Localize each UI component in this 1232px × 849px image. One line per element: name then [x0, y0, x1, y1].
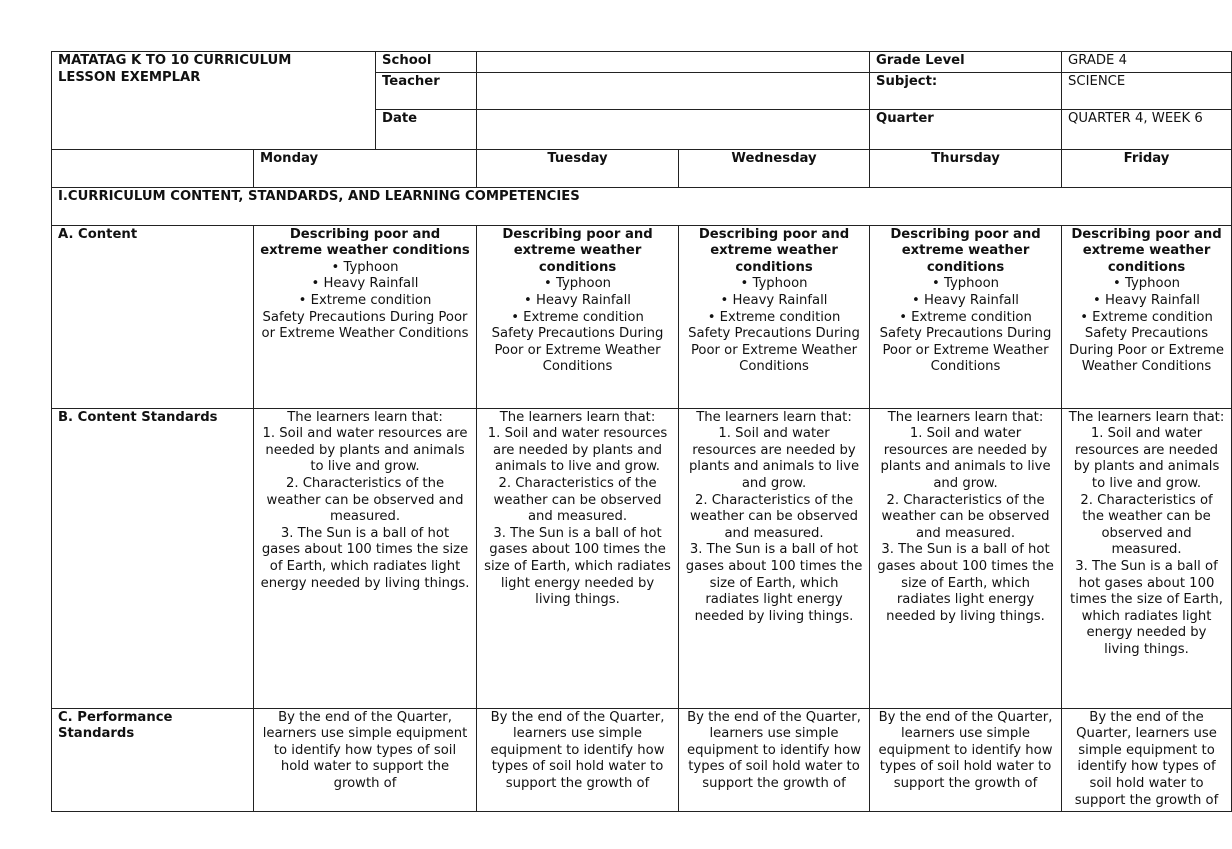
content-item: • Typhoon: [331, 259, 399, 275]
section-row: [52, 187, 1232, 225]
content-item: • Extreme condition: [1080, 309, 1213, 325]
content-item: • Extreme condition: [298, 292, 432, 308]
standards-point: 3. The Sun is a ball of hot gases about 100 times the size of Earth, which radiates light energy needed by living things.: [484, 525, 671, 608]
content-item: • Typhoon: [740, 276, 808, 292]
content-row: [52, 225, 1232, 408]
performance-cell-friday: [1062, 708, 1232, 812]
content-title: Describing poor and extreme weather conditions: [260, 226, 470, 259]
content-standards-cell-monday: [254, 408, 477, 708]
content-item: • Extreme condition: [511, 309, 644, 325]
content-standards-label: B. Content Standards: [52, 408, 254, 708]
performance-text: By the end of the Quarter, learners use simple equipment to identify how types of soil hold water to support the growth of: [490, 709, 665, 791]
content-standards-row: [52, 408, 1232, 708]
standards-point: 2. Characteristics of the weather can be observed and measured.: [266, 475, 464, 525]
performance-cell-monday: [254, 708, 477, 812]
standards-point: 3. The Sun is a ball of hot gases about 100 times the size of Earth, which radiates light energy needed by living things.: [260, 525, 470, 591]
standards-point: 3. The Sun is a ball of hot gases about 100 times the size of Earth, which radiates light energy needed by living things.: [1070, 558, 1223, 657]
section-title: I.CURRICULUM CONTENT, STANDARDS, AND LEARNING COMPETENCIES: [52, 187, 1232, 225]
content-standards-cell-tuesday: [477, 408, 679, 708]
content-label: A. Content: [52, 225, 254, 408]
standards-point: 1. Soil and water resources are needed by plants and animals to live and grow.: [1073, 426, 1220, 491]
days-row: [52, 149, 1232, 187]
standards-point: 1. Soil and water resources are needed by plants and animals to live and grow.: [262, 426, 468, 475]
standards-point: 3. The Sun is a ball of hot gases about 100 times the size of Earth, which radiates light energy needed by living things.: [685, 542, 863, 624]
teacher-field[interactable]: [477, 72, 870, 109]
performance-text: By the end of the Quarter, learners use simple equipment to identify how types of soil hold water to support the growth of: [262, 709, 468, 791]
standards-point: 1. Soil and water resources are needed by plants and animals to live and grow.: [487, 426, 668, 475]
content-tail: Safety Precautions During Poor or Extreme Weather Conditions: [1069, 326, 1224, 375]
performance-text: By the end of the Quarter, learners use simple equipment to identify how types of soil hold water to support the growth of: [878, 709, 1053, 791]
content-cell-friday: [1062, 225, 1232, 408]
standards-point: 1. Soil and water resources are needed by plants and animals to live and grow.: [880, 426, 1051, 491]
performance-cell-thursday: [870, 708, 1062, 812]
teacher-label: Teacher: [376, 72, 477, 109]
content-item: • Heavy Rainfall: [1093, 292, 1200, 308]
quarter-label: Quarter: [870, 109, 1062, 149]
standards-intro: The learners learn that:: [887, 409, 1044, 425]
day-wednesday: Wednesday: [679, 149, 870, 187]
content-item: • Heavy Rainfall: [311, 276, 419, 292]
content-standards-cell-thursday: [870, 408, 1062, 708]
content-item: • Typhoon: [544, 276, 612, 292]
standards-point: 2. Characteristics of the weather can be observed and measured.: [1080, 492, 1213, 558]
school-field[interactable]: [477, 52, 870, 73]
content-standards-cell-friday: [1062, 408, 1232, 708]
standards-point: 2. Characteristics of the weather can be observed and measured.: [690, 492, 858, 541]
content-item: • Heavy Rainfall: [524, 292, 631, 308]
grade-level-value: GRADE 4: [1062, 52, 1232, 73]
standards-intro: The learners learn that:: [1068, 409, 1225, 425]
grade-level-label: Grade Level: [870, 52, 1062, 73]
header-row-school: [52, 52, 1232, 73]
content-item: • Heavy Rainfall: [912, 292, 1019, 308]
content-title: Describing poor and extreme weather conditions: [1071, 226, 1222, 275]
day-monday: Monday: [254, 149, 477, 187]
content-standards-cell-wednesday: [679, 408, 870, 708]
performance-text: By the end of the Quarter, learners use simple equipment to identify how types of soil hold water to support the growth of: [1074, 709, 1219, 808]
content-item: • Typhoon: [1113, 276, 1181, 292]
content-tail: Safety Precautions During Poor or Extreme Weather Conditions: [261, 309, 469, 342]
day-tuesday: Tuesday: [477, 149, 679, 187]
school-label: School: [376, 52, 477, 73]
content-cell-wednesday: [679, 225, 870, 408]
standards-point: 2. Characteristics of the weather can be observed and measured.: [881, 492, 1050, 541]
content-tail: Safety Precautions During Poor or Extreme Weather Conditions: [879, 326, 1052, 375]
content-title: Describing poor and extreme weather conditions: [698, 226, 850, 275]
standards-point: 1. Soil and water resources are needed by plants and animals to live and grow.: [688, 426, 860, 491]
content-cell-monday: [254, 225, 477, 408]
performance-cell-wednesday: [679, 708, 870, 812]
quarter-value: QUARTER 4, WEEK 6: [1062, 109, 1232, 149]
date-field[interactable]: [477, 109, 870, 149]
day-friday: Friday: [1062, 149, 1232, 187]
content-cell-thursday: [870, 225, 1062, 408]
standards-point: 2. Characteristics of the weather can be observed and measured.: [493, 475, 662, 525]
subject-label: Subject:: [870, 72, 1062, 109]
standards-intro: The learners learn that:: [696, 409, 852, 425]
subject-value: SCIENCE: [1062, 72, 1232, 109]
standards-point: 3. The Sun is a ball of hot gases about 100 times the size of Earth, which radiates light energy needed by living things.: [877, 542, 1054, 624]
content-item: • Extreme condition: [899, 309, 1032, 325]
performance-standards-label: C. Performance Standards: [52, 708, 254, 812]
content-item: • Extreme condition: [707, 309, 841, 325]
performance-standards-row: [52, 708, 1232, 812]
content-tail: Safety Precautions During Poor or Extreme Weather Conditions: [491, 326, 664, 375]
curriculum-title-line2: LESSON EXEMPLAR: [58, 69, 201, 85]
performance-text: By the end of the Quarter, learners use simple equipment to identify how types of soil hold water to support the growth of: [687, 709, 861, 791]
date-label: Date: [376, 109, 477, 149]
content-tail: Safety Precautions During Poor or Extreme Weather Conditions: [688, 326, 860, 375]
content-title: Describing poor and extreme weather conditions: [502, 226, 653, 275]
content-item: • Typhoon: [932, 276, 1000, 292]
standards-intro: The learners learn that:: [499, 409, 656, 425]
lesson-plan-table: [51, 51, 1232, 812]
content-cell-tuesday: [477, 225, 679, 408]
standards-intro: The learners learn that:: [287, 409, 443, 425]
content-item: • Heavy Rainfall: [720, 292, 828, 308]
day-thursday: Thursday: [870, 149, 1062, 187]
curriculum-title: [52, 52, 376, 150]
days-row-blank: [52, 149, 254, 187]
performance-cell-tuesday: [477, 708, 679, 812]
curriculum-title-line1: MATATAG K TO 10 CURRICULUM: [58, 53, 292, 68]
content-title: Describing poor and extreme weather conditions: [890, 226, 1041, 275]
